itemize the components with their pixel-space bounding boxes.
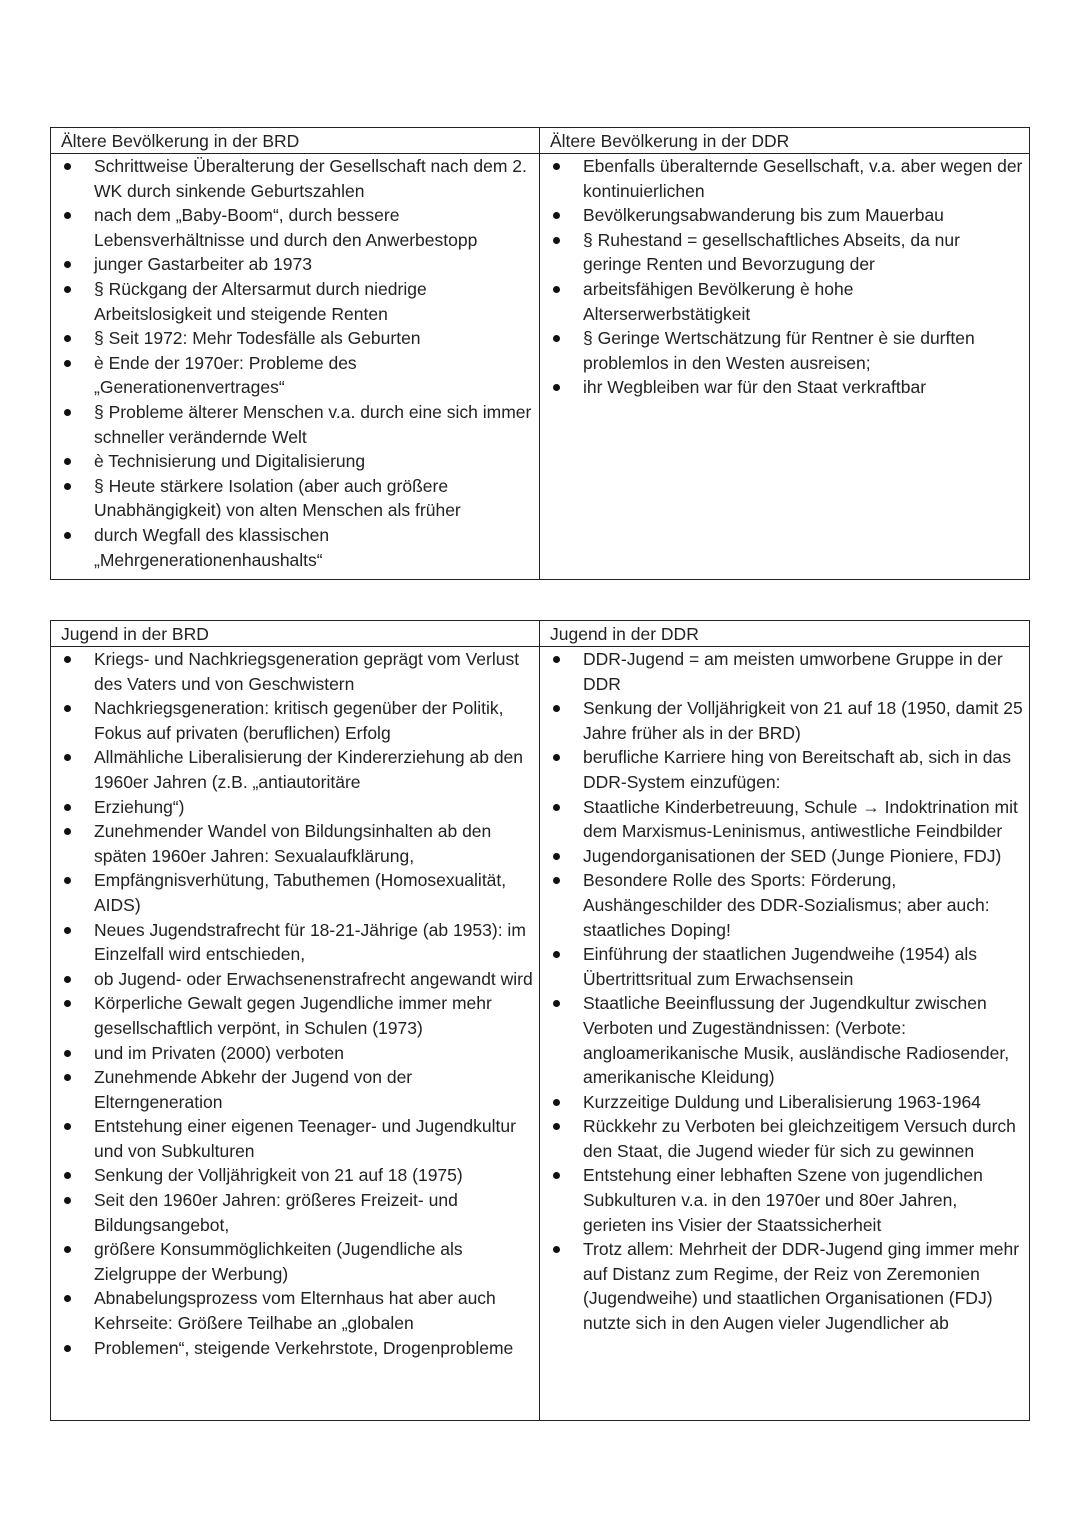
list-item-text: Körperliche Gewalt gegen Jugendliche immer mehr gesellschaftlich verpönt, in Schulen (1973)	[94, 993, 492, 1038]
bullet-icon	[64, 1050, 71, 1057]
list-item	[540, 868, 1029, 942]
list-item	[540, 1090, 1029, 1115]
list-item-text: und im Privaten (2000) verboten	[94, 1042, 344, 1063]
bullet-icon	[553, 951, 560, 958]
list-item-text: Erziehung“)	[94, 796, 185, 817]
list-item-text: § Rückgang der Altersarmut durch niedrige Arbeitslosigkeit und steigende Renten	[94, 278, 427, 324]
list-item	[540, 154, 1029, 203]
list-older-ddr	[540, 154, 1029, 400]
list-item-text: Staatliche Kinderbetreuung, Schule → Indoktrination mit dem Marxismus-Leninismus, antiwestliche Feindbilder	[583, 796, 1018, 842]
list-item	[540, 942, 1029, 991]
list-item-text: Empfängnisverhütung, Tabuthemen (Homosexualität, AIDS)	[94, 870, 507, 915]
list-youth-ddr	[540, 647, 1029, 1336]
list-item-text: Nachkriegsgeneration: kritisch gegenüber der Politik, Fokus auf privaten (beruflichen) Erfolg	[94, 698, 504, 743]
list-item	[51, 1065, 539, 1114]
list-item	[51, 400, 539, 449]
bullet-icon	[64, 976, 71, 983]
bullet-icon	[64, 1295, 71, 1302]
bullet-icon	[553, 877, 560, 884]
list-item	[51, 819, 539, 868]
bullet-icon	[553, 705, 560, 712]
list-item-text: Abnabelungsprozess vom Elternhaus hat aber auch Kehrseite: Größere Teilhabe an „globalen	[94, 1288, 496, 1334]
list-item-text: § Probleme älterer Menschen v.a. durch eine sich immer schneller verändernde Welt	[94, 401, 532, 447]
list-item	[540, 375, 1029, 400]
list-item	[540, 1237, 1029, 1335]
list-item-text: Entstehung einer lebhaften Szene von jugendlichen Subkulturen v.a. in den 1970er und 80er Jahren, gerieten ins Visier der Staatssicherheit	[583, 1165, 983, 1235]
bullet-icon	[64, 804, 71, 811]
list-item-text: è Ende der 1970er: Probleme des „Generationenvertrages“	[94, 352, 357, 398]
bullet-icon	[64, 877, 71, 884]
list-item-text: ihr Wegbleiben war für den Staat verkraftbar	[583, 377, 927, 398]
bullet-icon	[553, 384, 560, 391]
bullet-icon	[553, 212, 560, 219]
list-item	[51, 1114, 539, 1163]
list-item	[540, 647, 1029, 696]
list-item	[51, 523, 539, 572]
list-item-text: Ebenfalls überalternde Gesellschaft, v.a. aber wegen der kontinuierlichen	[583, 156, 1023, 201]
bullet-icon	[64, 286, 71, 293]
bullet-icon	[553, 237, 560, 244]
list-item-text: § Ruhestand = gesellschaftliches Abseits, da nur geringe Renten und Bevorzugung der	[583, 229, 960, 275]
list-item-text: DDR-Jugend = am meisten umworbene Gruppe in der DDR	[583, 649, 1003, 694]
list-item	[51, 1188, 539, 1237]
list-item-text: Zunehmender Wandel von Bildungsinhalten ab den späten 1960er Jahren: Sexualaufklärung,	[94, 821, 492, 866]
list-item	[51, 1041, 539, 1066]
list-older-brd	[51, 154, 539, 572]
bullet-icon	[64, 705, 71, 712]
bullet-icon	[64, 1246, 71, 1253]
list-item-text: Trotz allem: Mehrheit der DDR-Jugend ging immer mehr auf Distanz zum Regime, der Reiz von Zeremonien (Jugendweihe) und staatlichen Organisationen (FDJ) nutzte sich in den Augen vieler Jugendlicher ab	[583, 1239, 1020, 1334]
list-item	[51, 252, 539, 277]
list-item-text: Zunehmende Abkehr der Jugend von der Elterngeneration	[94, 1067, 413, 1112]
bullet-icon	[553, 1123, 560, 1130]
bullet-icon	[553, 804, 560, 811]
list-item-text: Bevölkerungsabwanderung bis zum Mauerbau	[583, 205, 944, 226]
list-item	[51, 745, 539, 794]
list-item-text: Entstehung einer eigenen Teenager- und Jugendkultur und von Subkulturen	[94, 1116, 516, 1161]
list-youth-brd	[51, 647, 539, 1360]
list-item	[540, 228, 1029, 277]
bullet-icon	[64, 212, 71, 219]
list-item	[51, 1237, 539, 1286]
list-item-text: nach dem „Baby-Boom“, durch bessere Lebensverhältnisse und durch den Anwerbestopp	[94, 205, 478, 250]
bullet-icon	[64, 483, 71, 490]
bullet-icon	[64, 1197, 71, 1204]
column-ddr-older	[540, 128, 1029, 579]
bullet-icon	[64, 532, 71, 539]
bullet-icon	[64, 1172, 71, 1179]
list-item-text: ob Jugend- oder Erwachsenenstrafrecht angewandt wird	[94, 968, 533, 989]
list-item-text: è Technisierung und Digitalisierung	[94, 451, 366, 472]
list-item	[540, 277, 1029, 326]
bullet-icon	[64, 335, 71, 342]
bullet-icon	[553, 1000, 560, 1007]
column-ddr-youth	[540, 621, 1029, 1420]
bullet-icon	[553, 335, 560, 342]
list-item	[51, 967, 539, 992]
list-item	[540, 696, 1029, 745]
list-item	[540, 745, 1029, 794]
bullet-icon	[64, 163, 71, 170]
bullet-icon	[553, 1246, 560, 1253]
list-item-text: § Heute stärkere Isolation (aber auch größere Unabhängigkeit) von alten Menschen als früher	[94, 475, 461, 521]
table-youth	[50, 620, 1030, 1421]
header-youth-brd: Jugend in der BRD	[51, 621, 539, 647]
bullet-icon	[553, 163, 560, 170]
list-item-text: Seit den 1960er Jahren: größeres Freizeit- und Bildungsangebot,	[94, 1190, 458, 1235]
bullet-icon	[64, 927, 71, 934]
list-item-text: Senkung der Volljährigkeit von 21 auf 18 (1975)	[94, 1165, 463, 1186]
list-item-text: Problemen“, steigende Verkehrstote, Drogenprobleme	[94, 1337, 514, 1358]
bullet-icon	[64, 360, 71, 367]
list-item-text: berufliche Karriere hing von Bereitschaft ab, sich in das DDR-System einzufügen:	[583, 747, 1012, 792]
bullet-icon	[553, 286, 560, 293]
bullet-icon	[64, 754, 71, 761]
header-older-ddr: Ältere Bevölkerung in der DDR	[540, 128, 1029, 154]
list-item-text: Jugendorganisationen der SED (Junge Pioniere, FDJ)	[583, 845, 1002, 866]
list-item	[540, 326, 1029, 375]
bullet-icon	[64, 458, 71, 465]
list-item	[51, 203, 539, 252]
list-item	[51, 647, 539, 696]
list-item	[51, 795, 539, 820]
header-youth-ddr: Jugend in der DDR	[540, 621, 1029, 647]
list-item-text: Staatliche Beeinflussung der Jugendkultur zwischen Verboten und Zugeständnissen: (Verbote: angloamerikanische Musik, ausländische Radiosender, amerikanische Kleidung)	[583, 993, 1010, 1088]
list-item	[51, 154, 539, 203]
list-item-text: § Geringe Wertschätzung für Rentner è sie durften problemlos in den Westen ausreisen;	[583, 328, 975, 373]
bullet-icon	[553, 656, 560, 663]
list-item-text: durch Wegfall des klassischen „Mehrgenerationenhaushalts“	[94, 524, 330, 570]
list-item-text: Allmähliche Liberalisierung der Kindererziehung ab den 1960er Jahren (z.B. „antiautoritäre	[94, 747, 524, 792]
list-item	[51, 918, 539, 967]
list-item	[51, 868, 539, 917]
list-item	[51, 277, 539, 326]
bullet-icon	[64, 828, 71, 835]
list-item-text: Kurzzeitige Duldung und Liberalisierung 1963-1964	[583, 1091, 981, 1112]
list-item	[51, 351, 539, 400]
header-older-brd: Ältere Bevölkerung in der BRD	[51, 128, 539, 154]
list-item	[540, 1163, 1029, 1237]
list-item	[540, 844, 1029, 869]
bullet-icon	[553, 754, 560, 761]
bullet-icon	[64, 1074, 71, 1081]
list-item	[51, 1286, 539, 1335]
list-item	[51, 991, 539, 1040]
list-item	[540, 1114, 1029, 1163]
bullet-icon	[553, 1172, 560, 1179]
bullet-icon	[64, 1123, 71, 1130]
list-item	[540, 203, 1029, 228]
list-item	[540, 991, 1029, 1089]
list-item-text: Rückkehr zu Verboten bei gleichzeitigem Versuch durch den Staat, die Jugend wieder für sich zu gewinnen	[583, 1116, 1016, 1161]
list-item-text: junger Gastarbeiter ab 1973	[94, 254, 312, 275]
bullet-icon	[64, 1345, 71, 1352]
list-item-text: Schrittweise Überalterung der Gesellschaft nach dem 2. WK durch sinkende Geburtszahlen	[94, 156, 527, 201]
table-older-population	[50, 127, 1030, 580]
list-item	[51, 474, 539, 523]
bullet-icon	[64, 409, 71, 416]
bullet-icon	[553, 853, 560, 860]
list-item-text: Einführung der staatlichen Jugendweihe (1954) als Übertrittsritual zum Erwachsensein	[583, 944, 978, 989]
list-item-text: Besondere Rolle des Sports: Förderung, Aushängeschilder des DDR-Sozialismus; aber auch: staatliches Doping!	[583, 870, 990, 940]
list-item-text: Senkung der Volljährigkeit von 21 auf 18 (1950, damit 25 Jahre früher als in der BRD)	[583, 698, 1023, 743]
list-item	[51, 1163, 539, 1188]
list-item-text: größere Konsummöglichkeiten (Jugendliche als Zielgruppe der Werbung)	[94, 1239, 463, 1284]
list-item-text: Kriegs- und Nachkriegsgeneration geprägt vom Verlust des Vaters und von Geschwistern	[94, 649, 520, 694]
list-item-text: arbeitsfähigen Bevölkerung è hohe Alterserwerbstätigkeit	[583, 278, 854, 324]
list-item	[51, 1336, 539, 1361]
bullet-icon	[64, 656, 71, 663]
list-item-text: Neues Jugendstrafrecht für 18-21-Jährige (ab 1953): im Einzelfall wird entschieden,	[94, 919, 526, 965]
column-brd-youth	[51, 621, 540, 1420]
list-item	[51, 696, 539, 745]
column-brd-older	[51, 128, 540, 579]
list-item	[540, 795, 1029, 844]
bullet-icon	[64, 1000, 71, 1007]
list-item	[51, 449, 539, 474]
bullet-icon	[553, 1099, 560, 1106]
list-item	[51, 326, 539, 351]
list-item-text: § Seit 1972: Mehr Todesfälle als Geburten	[94, 328, 421, 349]
bullet-icon	[64, 261, 71, 268]
